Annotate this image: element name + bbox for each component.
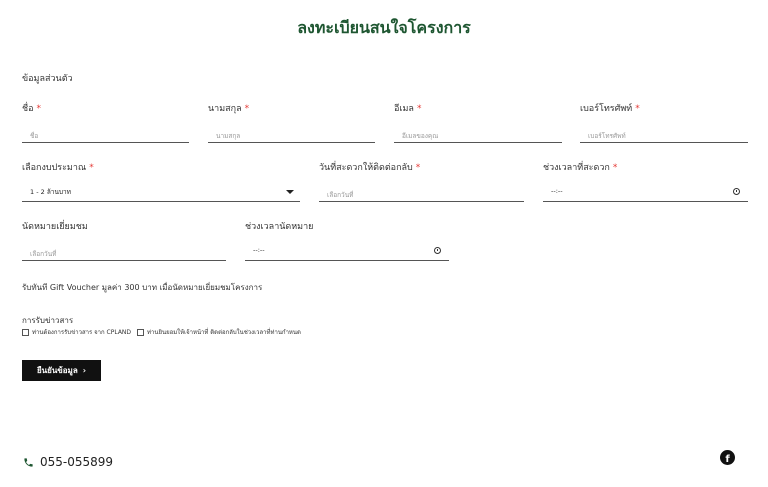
email-field bbox=[394, 102, 562, 143]
required-mark: * bbox=[415, 163, 421, 173]
submit-button[interactable] bbox=[22, 360, 101, 381]
required-mark: * bbox=[635, 104, 640, 114]
phone-icon bbox=[23, 457, 34, 468]
budget-label: เลือกงบประมาณ * bbox=[22, 163, 94, 173]
required-mark: * bbox=[244, 104, 250, 114]
required-mark: * bbox=[612, 163, 618, 173]
last-name-input[interactable] bbox=[208, 128, 375, 144]
section-label-personal-info: ข้อมูลส่วนตัว bbox=[22, 74, 73, 84]
contact-time-field bbox=[543, 161, 748, 202]
caret-down-icon bbox=[286, 190, 294, 194]
visit-time-field bbox=[245, 220, 449, 261]
submit-button-label: ยืนยันข้อมูล bbox=[36, 366, 78, 375]
contact-date-field bbox=[319, 161, 524, 202]
phone-label: เบอร์โทรศัพท์ * bbox=[580, 104, 640, 114]
facebook-icon[interactable]: f bbox=[720, 450, 735, 465]
page-title: ลงทะเบียนสนใจโครงการ bbox=[297, 18, 471, 37]
newsletter-heading: การรับข่าวสาร bbox=[22, 316, 74, 325]
last-name-label: นามสกุล * bbox=[208, 104, 250, 114]
email-label: อีเมล * bbox=[394, 104, 422, 114]
email-input[interactable] bbox=[394, 128, 562, 144]
footer-phone-number: 055-055899 bbox=[40, 455, 114, 469]
required-mark: * bbox=[36, 104, 42, 114]
newsletter-checkbox-1[interactable] bbox=[22, 329, 29, 336]
last-name-field bbox=[208, 102, 375, 143]
phone-input[interactable] bbox=[580, 128, 748, 144]
newsletter-option-1-label: ท่านต้องการรับข่าวสาร จาก CPLAND bbox=[32, 329, 132, 336]
newsletter-option-1[interactable] bbox=[22, 327, 131, 337]
newsletter-option-2-label: ท่านยินยอมให้เจ้าหน้าที่ ติดต่อกลับในช่วงเวลาที่ท่านกำหนด bbox=[147, 329, 301, 336]
newsletter-options bbox=[22, 327, 307, 337]
newsletter-option-2[interactable] bbox=[137, 327, 301, 337]
contact-time-label: ช่วงเวลาที่สะดวก * bbox=[543, 163, 618, 173]
required-mark: * bbox=[89, 163, 94, 173]
contact-time-input[interactable] bbox=[543, 182, 748, 202]
visit-date-label: นัดหมายเยี่ยมชม bbox=[22, 222, 88, 232]
contact-date-label: วันที่สะดวกให้ติดต่อกลับ * bbox=[319, 163, 421, 173]
phone-field bbox=[580, 102, 748, 143]
visit-time-label: ช่วงเวลานัดหมาย bbox=[245, 222, 314, 232]
clock-icon bbox=[434, 247, 441, 254]
visit-date-field bbox=[22, 220, 226, 261]
chevron-right-icon: › bbox=[82, 366, 87, 375]
first-name-label: ชื่อ * bbox=[22, 104, 42, 114]
first-name-input[interactable] bbox=[22, 128, 189, 144]
visit-time-value: --:-- bbox=[253, 246, 265, 254]
budget-field bbox=[22, 161, 300, 202]
clock-icon bbox=[733, 188, 740, 195]
budget-selected-value: 1 - 2 ล้านบาท bbox=[30, 188, 71, 196]
visit-date-input[interactable] bbox=[22, 246, 226, 262]
footer-phone[interactable] bbox=[23, 455, 113, 469]
required-mark: * bbox=[416, 104, 422, 114]
newsletter-checkbox-2[interactable] bbox=[137, 329, 144, 336]
voucher-text: รับทันที Gift Voucher มูลค่า 300 บาท เมื่อนัดหมายเยี่ยมชมโครงการ bbox=[22, 283, 263, 292]
first-name-field bbox=[22, 102, 189, 143]
budget-select[interactable] bbox=[22, 182, 300, 202]
contact-date-input[interactable] bbox=[319, 187, 524, 203]
contact-time-value: --:-- bbox=[551, 187, 563, 195]
visit-time-input[interactable] bbox=[245, 241, 449, 261]
